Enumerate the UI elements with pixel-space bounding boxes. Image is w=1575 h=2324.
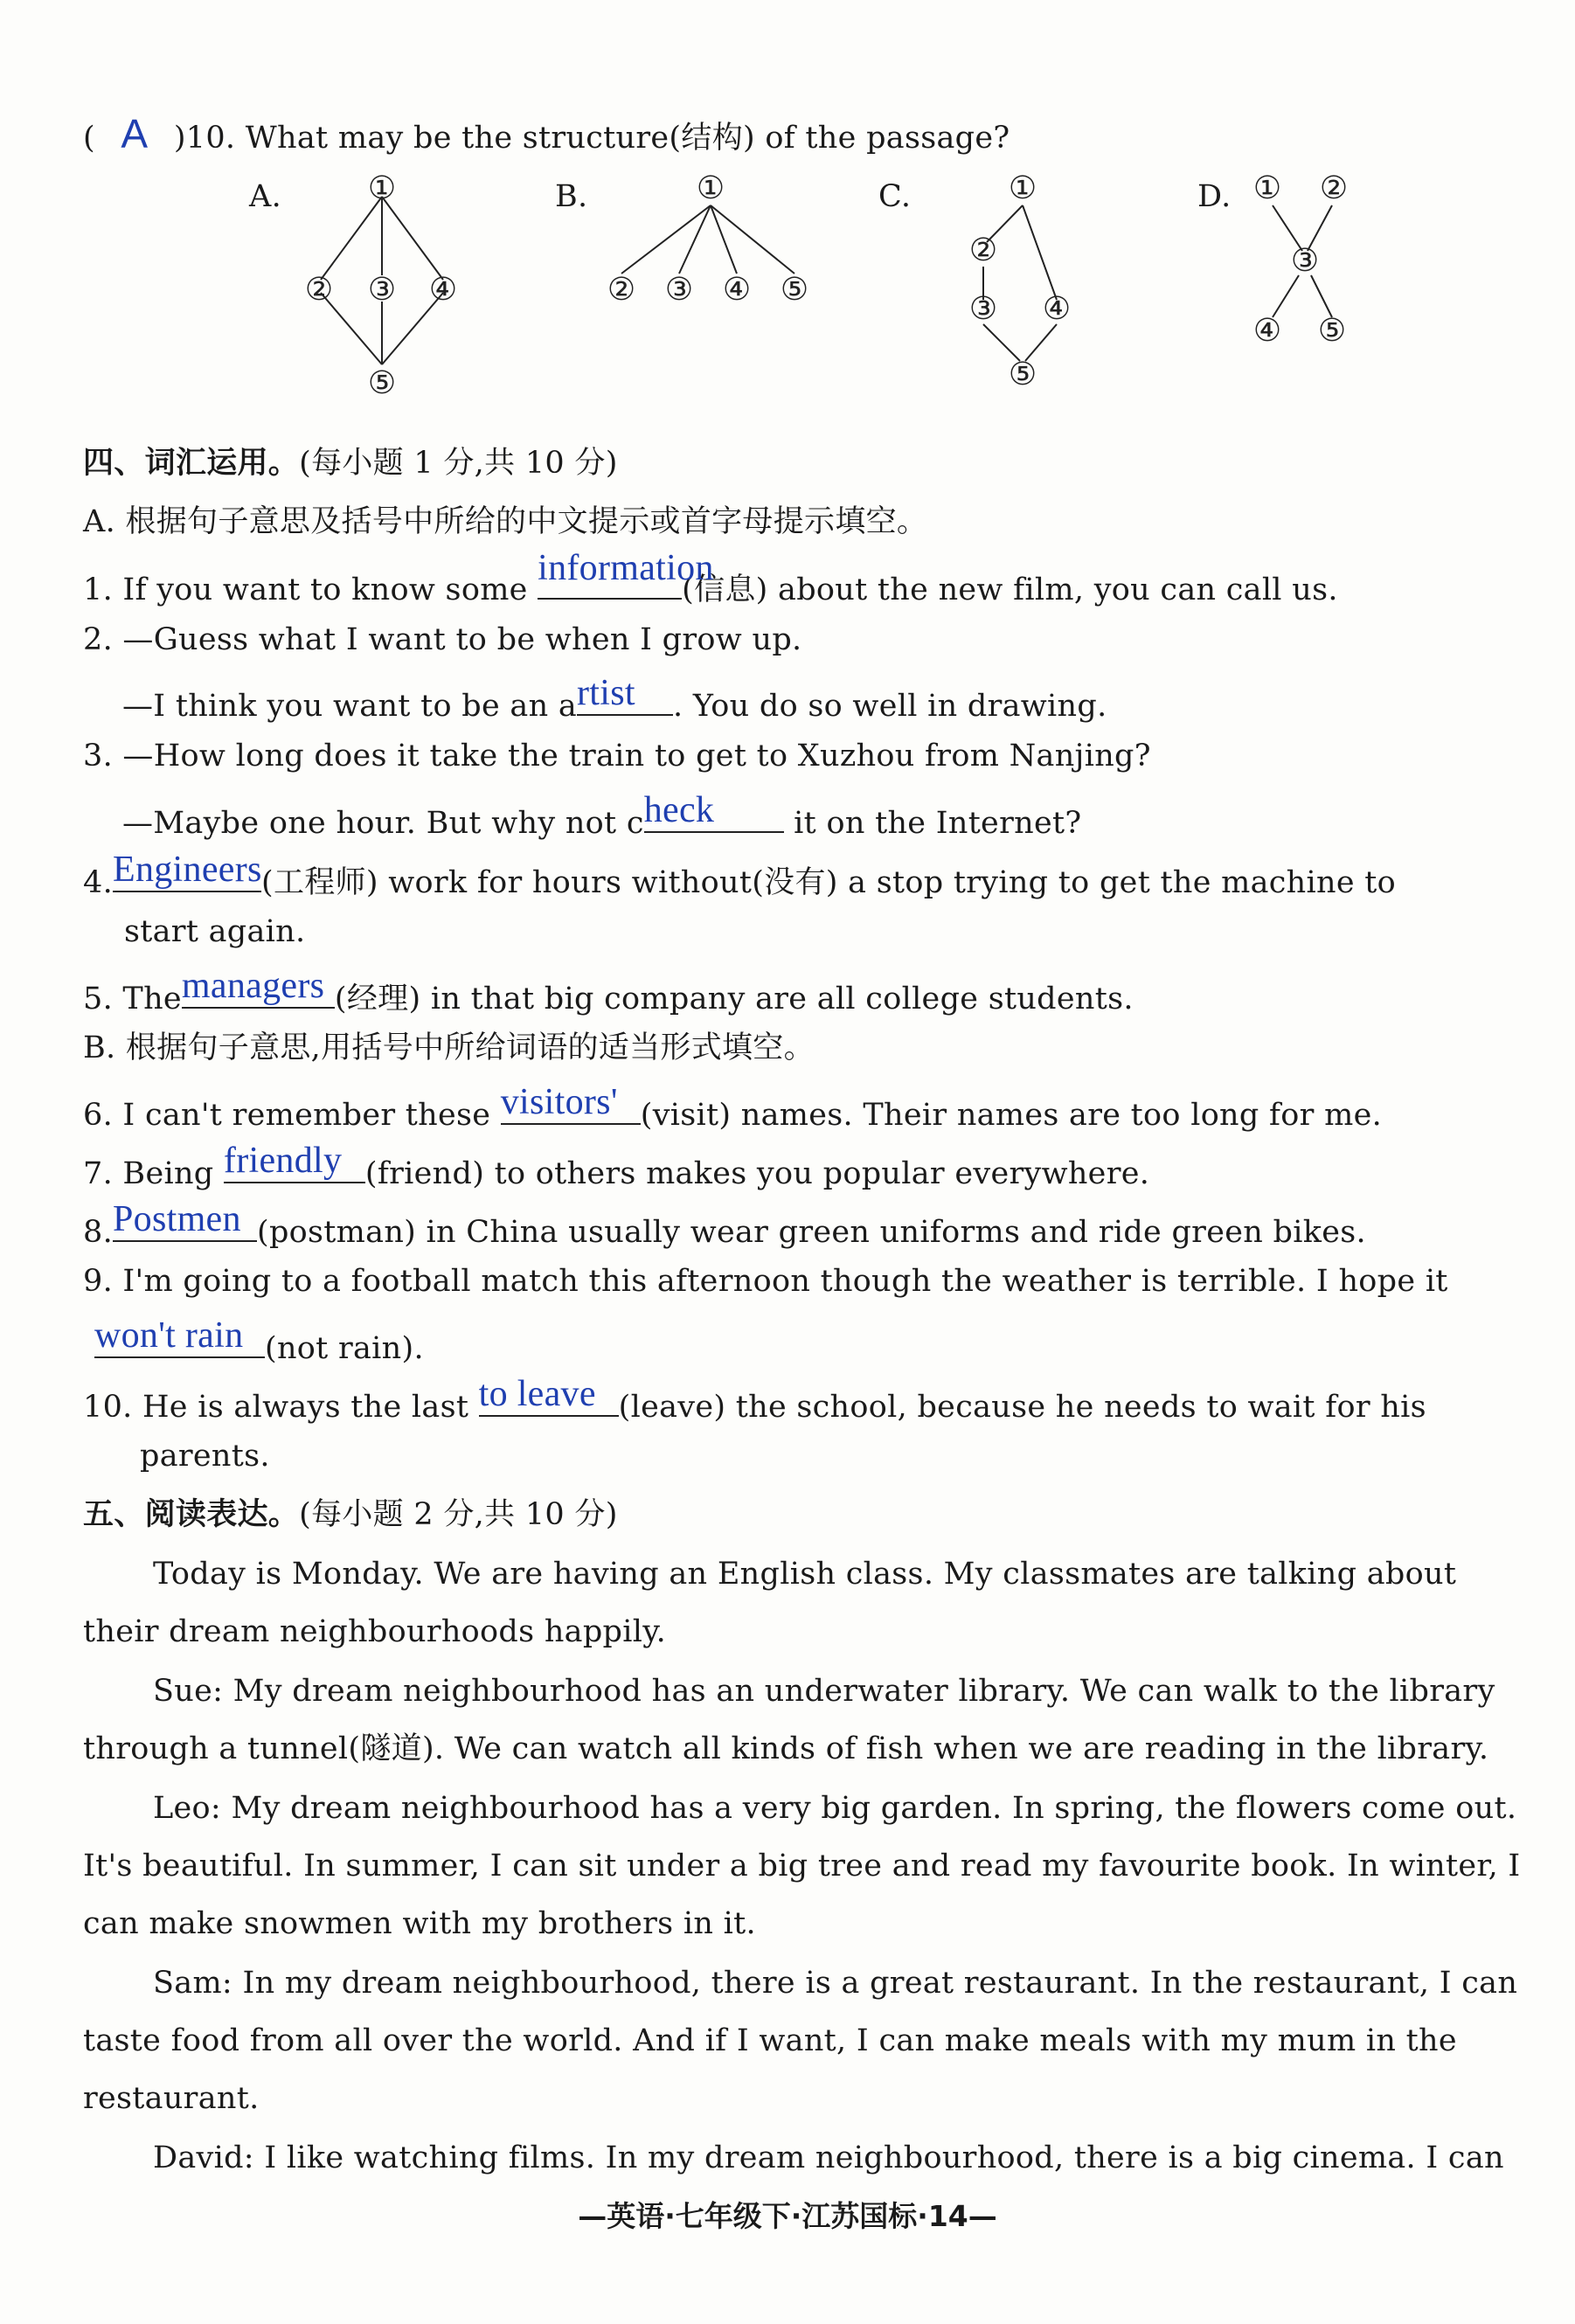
q9-post: (not rain).: [265, 1331, 424, 1366]
s4-q9-line2: [94, 1315, 424, 1370]
q6-post: (visit) names. Their names are too long for me.: [640, 1098, 1383, 1133]
section4-title: 四、词汇运用。: [83, 445, 300, 481]
node-1: ①: [696, 170, 725, 206]
s4-q3-line2: [122, 790, 1082, 845]
s4-q3-line1: 3. —How long does it take the train to get to Xuzhou from Nanjing?: [83, 739, 1151, 774]
passage-line: Today is Monday. We are having an English class. My classmates are talking about: [153, 1557, 1457, 1592]
node-2: ②: [968, 232, 998, 268]
q3-blank: [643, 790, 784, 833]
node-5: ⑤: [367, 365, 397, 401]
q4-blank: [113, 852, 261, 892]
q7-pre: 7. Being: [83, 1156, 224, 1191]
s4-q4-line1: [83, 852, 1396, 905]
q8-post: (postman) in China usually wear green uniforms and ride green bikes.: [257, 1215, 1366, 1250]
q8-answer: Postmen: [113, 1199, 241, 1239]
section5-score: (每小题 2 分,共 10 分): [299, 1497, 618, 1532]
passage-line: David: I like watching films. In my dream neighbourhood, there is a big cinema. I can: [153, 2140, 1504, 2175]
passage-line: Sue: My dream neighbourhood has an underwater library. We can walk to the library: [153, 1674, 1495, 1709]
q1-post: (信息) about the new film, you can call us.: [682, 572, 1338, 607]
passage-line: taste food from all over the world. And if I want, I can make meals with my mum in the: [83, 2023, 1457, 2058]
section4-score: (每小题 1 分,共 10 分): [299, 446, 618, 481]
s4-q2-line1: 2. —Guess what I want to be when I grow up.: [83, 622, 802, 657]
q5-answer: managers: [181, 966, 325, 1006]
passage-line: Leo: My dream neighbourhood has a very big garden. In spring, the flowers come out.: [153, 1791, 1517, 1826]
q2-pre: —I think you want to be an a: [122, 689, 578, 724]
s4-q10-line1: [83, 1374, 1426, 1429]
s4-q1: [83, 548, 1338, 612]
node-4: ④: [1252, 313, 1282, 349]
passage-line: Sam: In my dream neighbourhood, there is a great restaurant. In the restaurant, I can: [153, 1966, 1518, 2001]
q10-question: )10. What may be the structure(结构) of the passage?: [173, 121, 1010, 156]
s4-q9-line1: 9. I'm going to a football match this afternoon though the weather is terrible. I hope it: [83, 1264, 1448, 1299]
node-5: ⑤: [780, 272, 809, 308]
page-footer: —英语·七年级下·江苏国标·14—: [578, 2199, 997, 2233]
node-3: ③: [367, 272, 397, 308]
node-3: ③: [968, 291, 998, 327]
s4-q2-line2: [122, 673, 1107, 728]
q2-blank: [577, 673, 673, 716]
q10-answer: A: [121, 111, 149, 156]
s4-q4-line2: start again.: [124, 914, 306, 949]
q5-post: (经理) in that big company are all college students.: [334, 982, 1134, 1016]
q5-pre: 5. The: [83, 982, 182, 1016]
node-2: ②: [304, 272, 334, 308]
node-4: ④: [722, 272, 752, 308]
option-a-label: A.: [249, 179, 282, 214]
q7-blank: [224, 1143, 365, 1183]
passage-line: their dream neighbourhoods happily.: [83, 1614, 667, 1649]
node-1: ①: [1008, 170, 1037, 206]
option-c-label: C.: [878, 179, 912, 214]
s4-q6: [83, 1082, 1383, 1137]
option-b-diagram: [599, 170, 861, 345]
q8-pre: 8.: [83, 1215, 113, 1250]
q4-post: (工程师) work for hours without(没有) a stop trying to get the machine to: [261, 865, 1397, 900]
node-1: ①: [367, 170, 397, 206]
q3-post: it on the Internet?: [783, 806, 1082, 841]
option-a-diagram: [293, 170, 555, 415]
q4-pre: 4.: [83, 865, 113, 900]
q7-answer: friendly: [223, 1141, 343, 1181]
section4-partB: B. 根据句子意思,用括号中所给词语的适当形式填空。: [83, 1030, 815, 1065]
q2-post: . You do so well in drawing.: [673, 689, 1107, 724]
section4-heading: [83, 441, 618, 485]
node-2: ②: [607, 272, 636, 308]
s4-q8: [83, 1199, 1366, 1254]
s4-q7: [83, 1143, 1149, 1196]
q10-pre: 10. He is always the last: [83, 1390, 479, 1425]
q1-pre: 1. If you want to know some: [83, 572, 538, 607]
node-2: ②: [1319, 170, 1349, 206]
q7-post: (friend) to others makes you popular everywhere.: [364, 1156, 1150, 1191]
s4-q10-line2: parents.: [140, 1439, 270, 1474]
node-4: ④: [428, 272, 458, 308]
option-b-label: B.: [555, 179, 588, 214]
node-5: ⑤: [1008, 357, 1037, 392]
q8-blank: [113, 1199, 257, 1242]
node-5: ⑤: [1317, 313, 1347, 349]
passage-line: It's beautiful. In summer, I can sit under a big tree and read my favourite book. In winter, I: [83, 1849, 1521, 1883]
q10-post: (leave) the school, because he needs to wait for his: [618, 1390, 1426, 1425]
q1-blank: [538, 548, 714, 600]
section4-partA: A. 根据句子意思及括号中所给的中文提示或首字母提示填空。: [83, 504, 928, 539]
q6-answer: visitors': [500, 1082, 618, 1122]
option-d-label: D.: [1197, 179, 1232, 214]
section5-heading: [83, 1493, 618, 1537]
q10-answer: to leave: [478, 1374, 596, 1414]
q2-answer: rtist: [577, 673, 635, 713]
node-3: ③: [1290, 243, 1320, 279]
node-3: ③: [664, 272, 694, 308]
node-1: ①: [1252, 170, 1282, 206]
q10-line: [83, 112, 1010, 160]
s4-q5: [83, 968, 1134, 1021]
open-paren: (: [83, 121, 95, 156]
q6-blank: [500, 1082, 641, 1125]
passage-line: can make snowmen with my brothers in it.: [83, 1906, 756, 1941]
q1-answer: information: [538, 548, 714, 588]
passage-line: restaurant.: [83, 2081, 260, 2116]
option-c-diagram: [913, 170, 1123, 415]
section5-title: 五、阅读表达。: [83, 1496, 300, 1532]
option-d-diagram: [1241, 170, 1416, 380]
passage-line: through a tunnel(隧道). We can watch all kinds of fish when we are reading in the library.: [83, 1731, 1489, 1766]
q4-answer: Engineers: [113, 850, 262, 890]
q3-answer: heck: [643, 790, 715, 830]
q5-blank: [182, 968, 335, 1009]
q6-pre: 6. I can't remember these: [83, 1098, 501, 1133]
q9-blank: [94, 1315, 265, 1358]
q10-blank: [478, 1374, 619, 1417]
node-4: ④: [1042, 291, 1072, 327]
q9-answer: won't rain: [94, 1315, 244, 1356]
q3-pre: —Maybe one hour. But why not c: [122, 806, 644, 841]
